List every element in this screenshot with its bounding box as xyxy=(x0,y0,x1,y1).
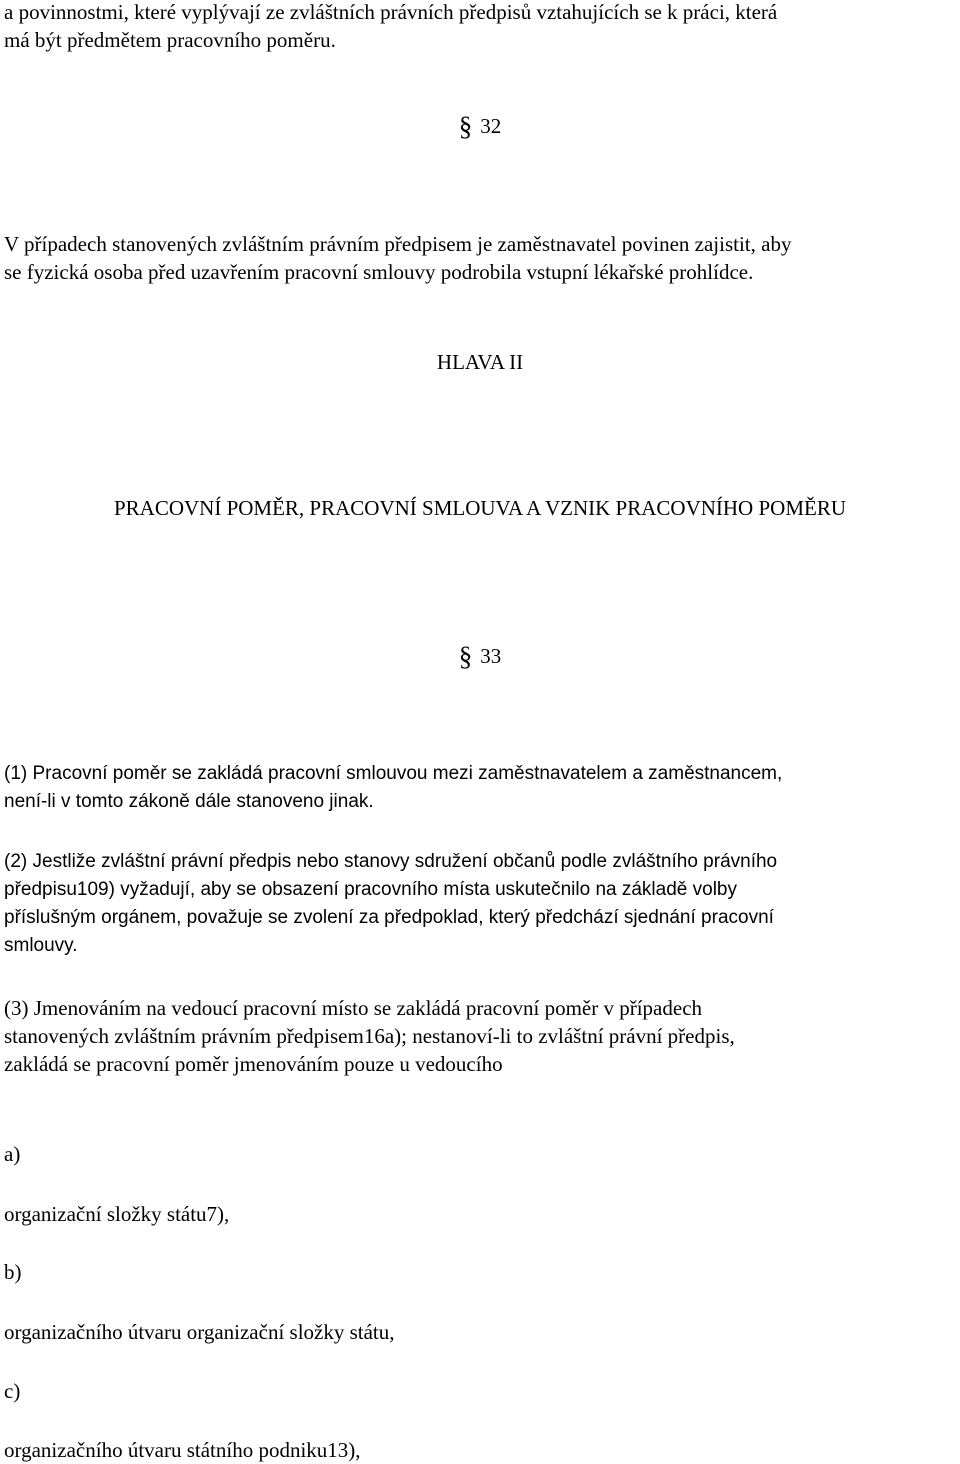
paragraph-2-line: (2) Jestliže zvláštní právní předpis nebo stanovy sdružení občanů podle zvláštního právního xyxy=(4,851,778,872)
section-32-text xyxy=(4,230,956,286)
paragraph-2-line: příslušným orgánem, považuje se zvolení za předpoklad, který předchází sjednání pracovní xyxy=(4,907,774,928)
paragraph-2 xyxy=(4,848,956,960)
paragraph-3-line: (3) Jmenováním na vedoucí pracovní místo se zakládá pracovní poměr v případech xyxy=(4,996,703,1020)
section-number: 32 xyxy=(480,114,502,138)
section-33-heading xyxy=(0,642,960,670)
intro-line: a povinnostmi, které vyplývají ze zvláštních právních předpisů vztahujících se k práci, která xyxy=(4,0,778,24)
intro-line: má být předmětem pracovního poměru. xyxy=(4,28,336,52)
paragraph-3-line: stanovených zvláštním právním předpisem16a); nestanoví-li to zvláštní právní předpis, xyxy=(4,1024,735,1048)
list-marker-a: a) xyxy=(4,1142,21,1166)
section-sign: § xyxy=(458,111,473,141)
section-number: 33 xyxy=(480,644,502,668)
list-marker-c: c) xyxy=(4,1379,21,1403)
paragraph-1-line: (1) Pracovní poměr se zakládá pracovní smlouvou mezi zaměstnavatelem a zaměstnancem, xyxy=(4,763,783,784)
paragraph-2-line: smlouvy. xyxy=(4,935,78,956)
section-32-heading xyxy=(0,112,960,140)
section-32-line: se fyzická osoba před uzavřením pracovní smlouvy podrobila vstupní lékařské prohlídce. xyxy=(4,260,754,284)
section-sign: § xyxy=(458,641,473,671)
intro-paragraph xyxy=(4,0,956,54)
paragraph-1 xyxy=(4,760,956,816)
list-item-a: organizační složky státu7), xyxy=(4,1202,230,1226)
chapter-title: PRACOVNÍ POMĚR, PRACOVNÍ SMLOUVA A VZNIK PRACOVNÍHO POMĚRU xyxy=(113,496,846,520)
paragraph-1-line: není-li v tomto zákoně dále stanoveno jinak. xyxy=(4,791,374,812)
chapter-label: HLAVA II xyxy=(436,350,524,374)
section-32-line: V případech stanovených zvláštním právním předpisem je zaměstnavatel povinen zajistit, aby xyxy=(4,232,792,256)
paragraph-2-line: předpisu109) vyžadují, aby se obsazení pracovního místa uskutečnilo na základě volby xyxy=(4,879,737,900)
list-item-c: organizačního útvaru státního podniku13), xyxy=(4,1438,361,1462)
paragraph-3-line: zakládá se pracovní poměr jmenováním pouze u vedoucího xyxy=(4,1052,503,1076)
list-marker-b: b) xyxy=(4,1260,22,1284)
list-item-b: organizačního útvaru organizační složky státu, xyxy=(4,1320,395,1344)
paragraph-3 xyxy=(4,994,956,1078)
